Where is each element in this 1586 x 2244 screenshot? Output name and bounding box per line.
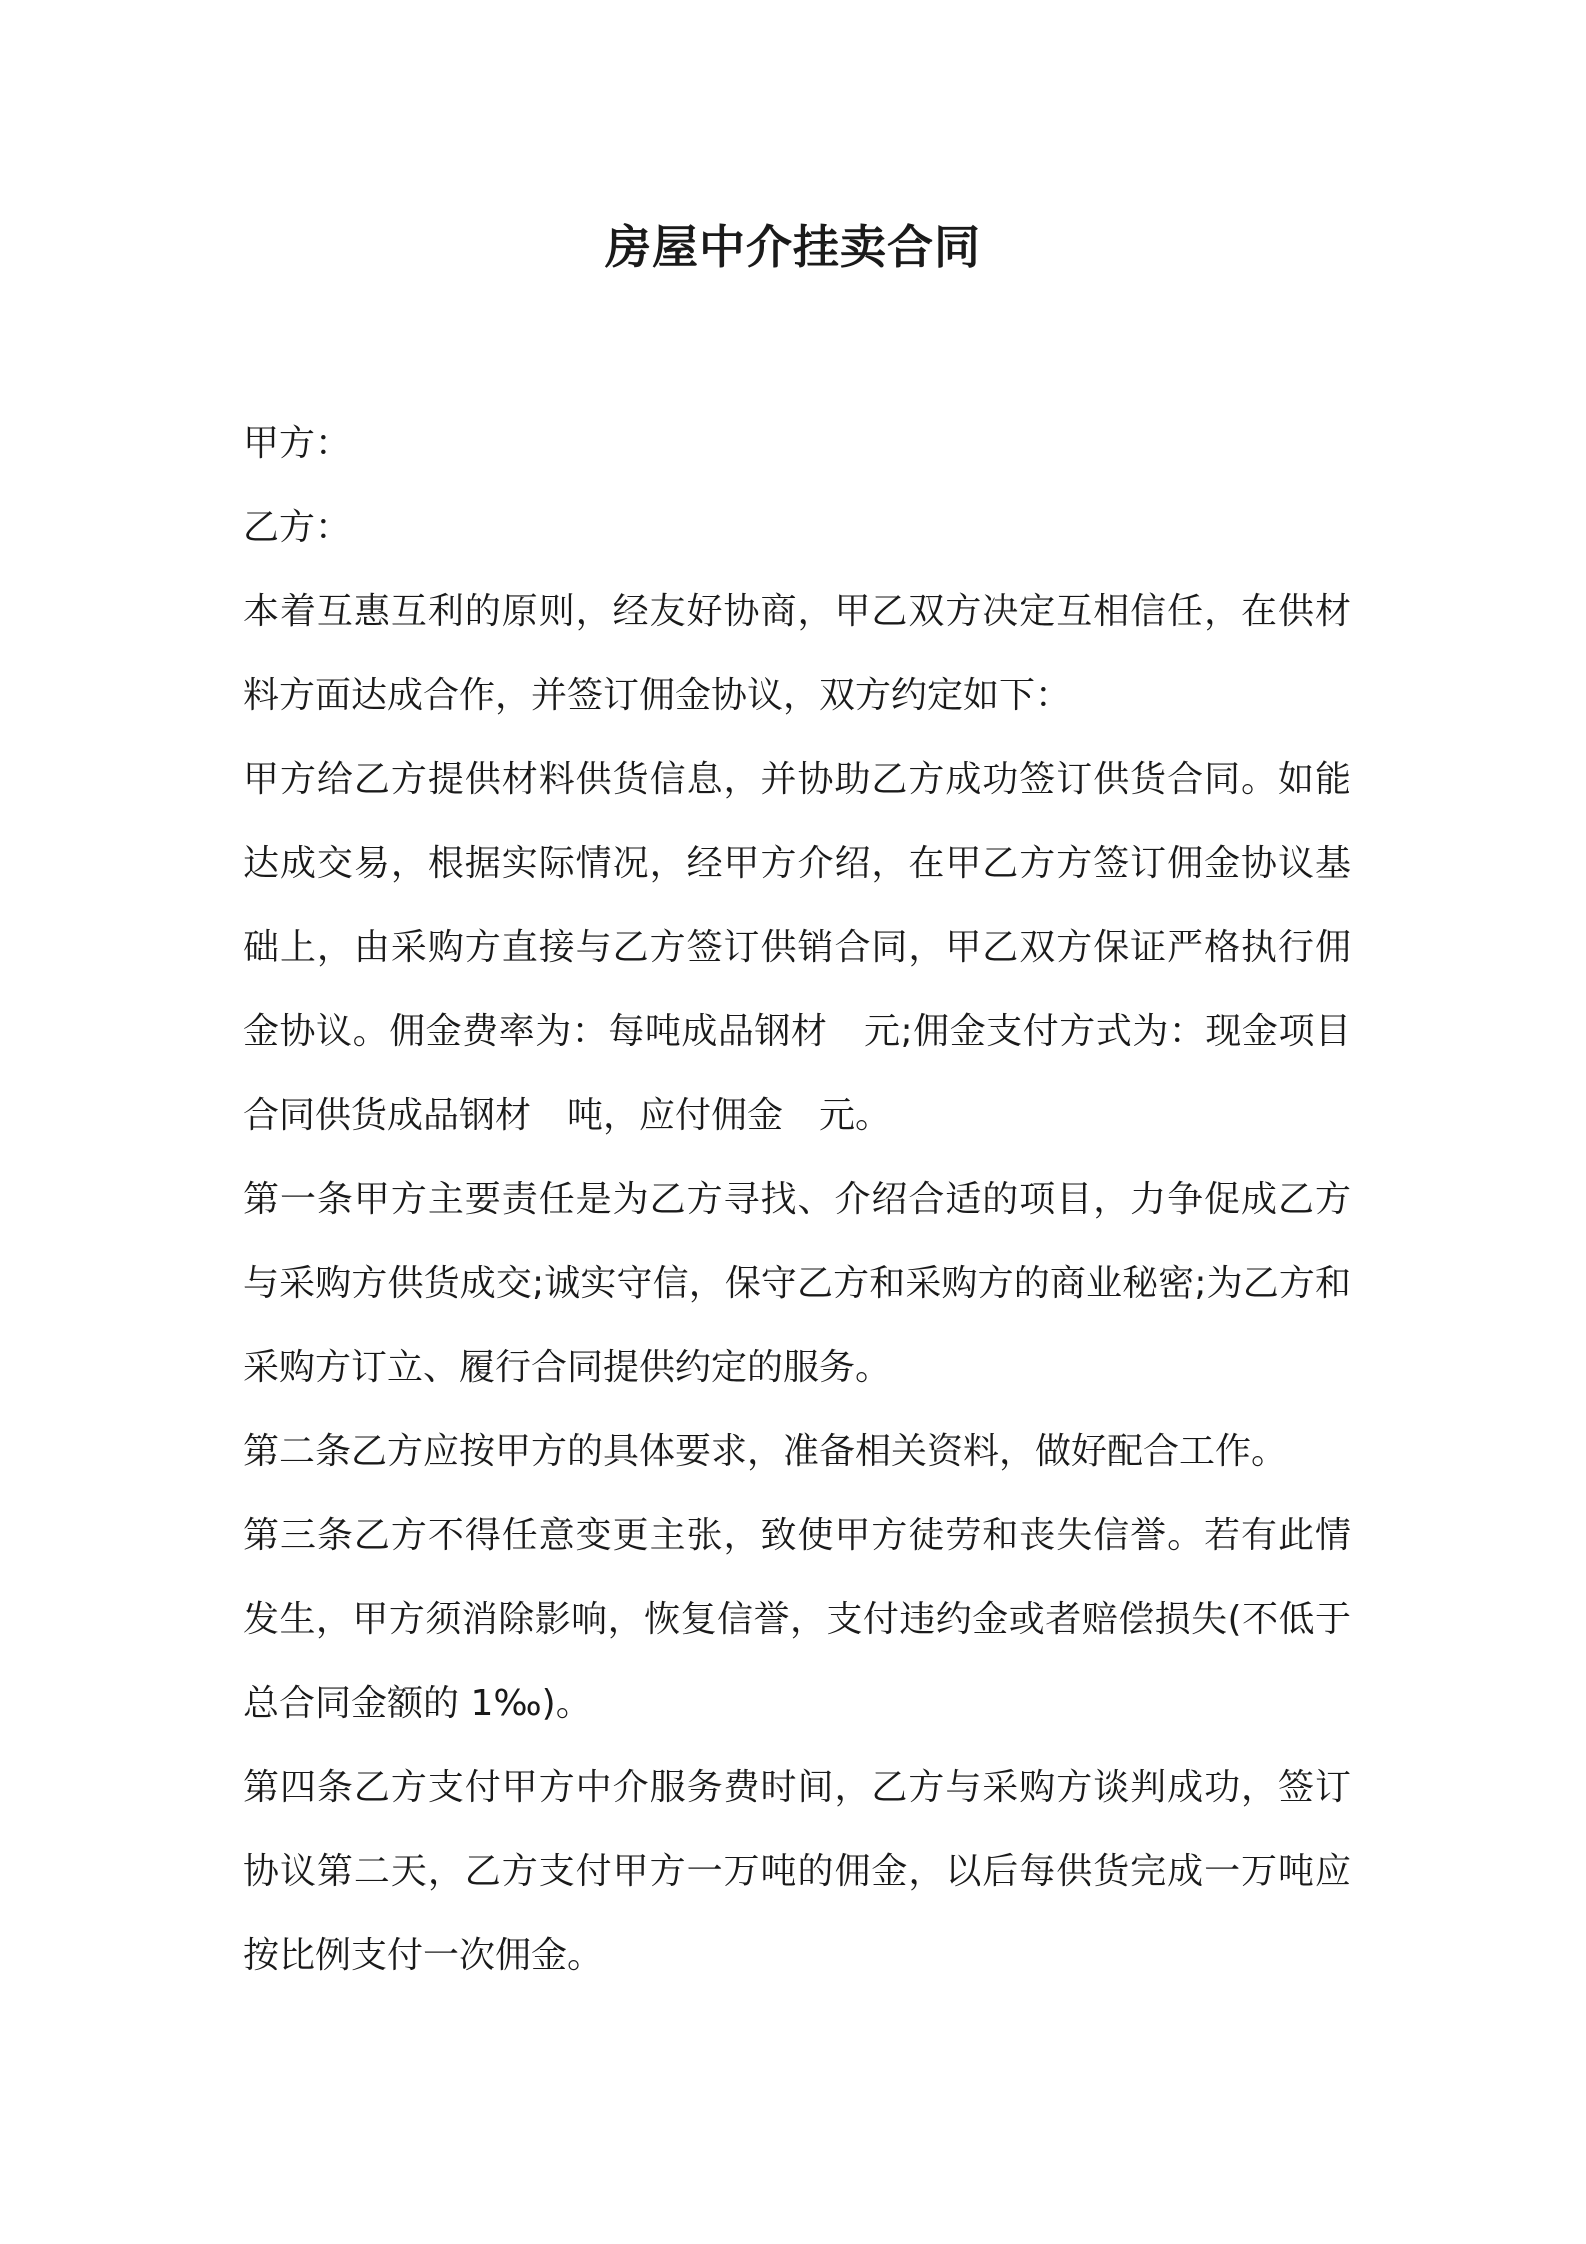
article-4-paragraph: 第四条乙方支付甲方中介服务费时间，乙方与采购方谈判成功，签订协议第二天，乙方支付甲方一万吨的佣金，以后每供货完成一万吨应按比例支付一次佣金。: [243, 1767, 1351, 1976]
document-body: [243, 402, 1351, 1998]
preamble-paragraph: 本着互惠互利的原则，经友好协商，甲乙双方决定互相信任，在供材料方面达成合作，并签订佣金协议，双方约定如下：: [243, 591, 1351, 716]
party-a-line: 甲方：: [243, 423, 352, 464]
article-2-paragraph: 第二条乙方应按甲方的具体要求，准备相关资料，做好配合工作。: [243, 1431, 1288, 1472]
document-title: 房屋中介挂卖合同: [605, 220, 981, 274]
commission-paragraph: 甲方给乙方提供材料供货信息，并协助乙方成功签订供货合同。如能达成交易，根据实际情况，经甲方介绍，在甲乙方方签订佣金协议基础上，由采购方直接与乙方签订供销合同，甲乙双方保证严格执行佣金协议。佣金费率为：每吨成品钢材 元;佣金支付方式为：现金项目合同供货成品钢材 吨，应付佣金 元。: [243, 759, 1351, 1136]
article-1-paragraph: 第一条甲方主要责任是为乙方寻找、介绍合适的项目，力争促成乙方与采购方供货成交;诚实守信，保守乙方和采购方的商业秘密;为乙方和采购方订立、履行合同提供约定的服务。: [243, 1179, 1351, 1388]
party-b-line: 乙方：: [243, 507, 352, 548]
article-3-paragraph: 第三条乙方不得任意变更主张，致使甲方徒劳和丧失信誉。若有此情发生，甲方须消除影响，恢复信誉，支付违约金或者赔偿损失(不低于总合同金额的 1‰)。: [243, 1515, 1351, 1724]
